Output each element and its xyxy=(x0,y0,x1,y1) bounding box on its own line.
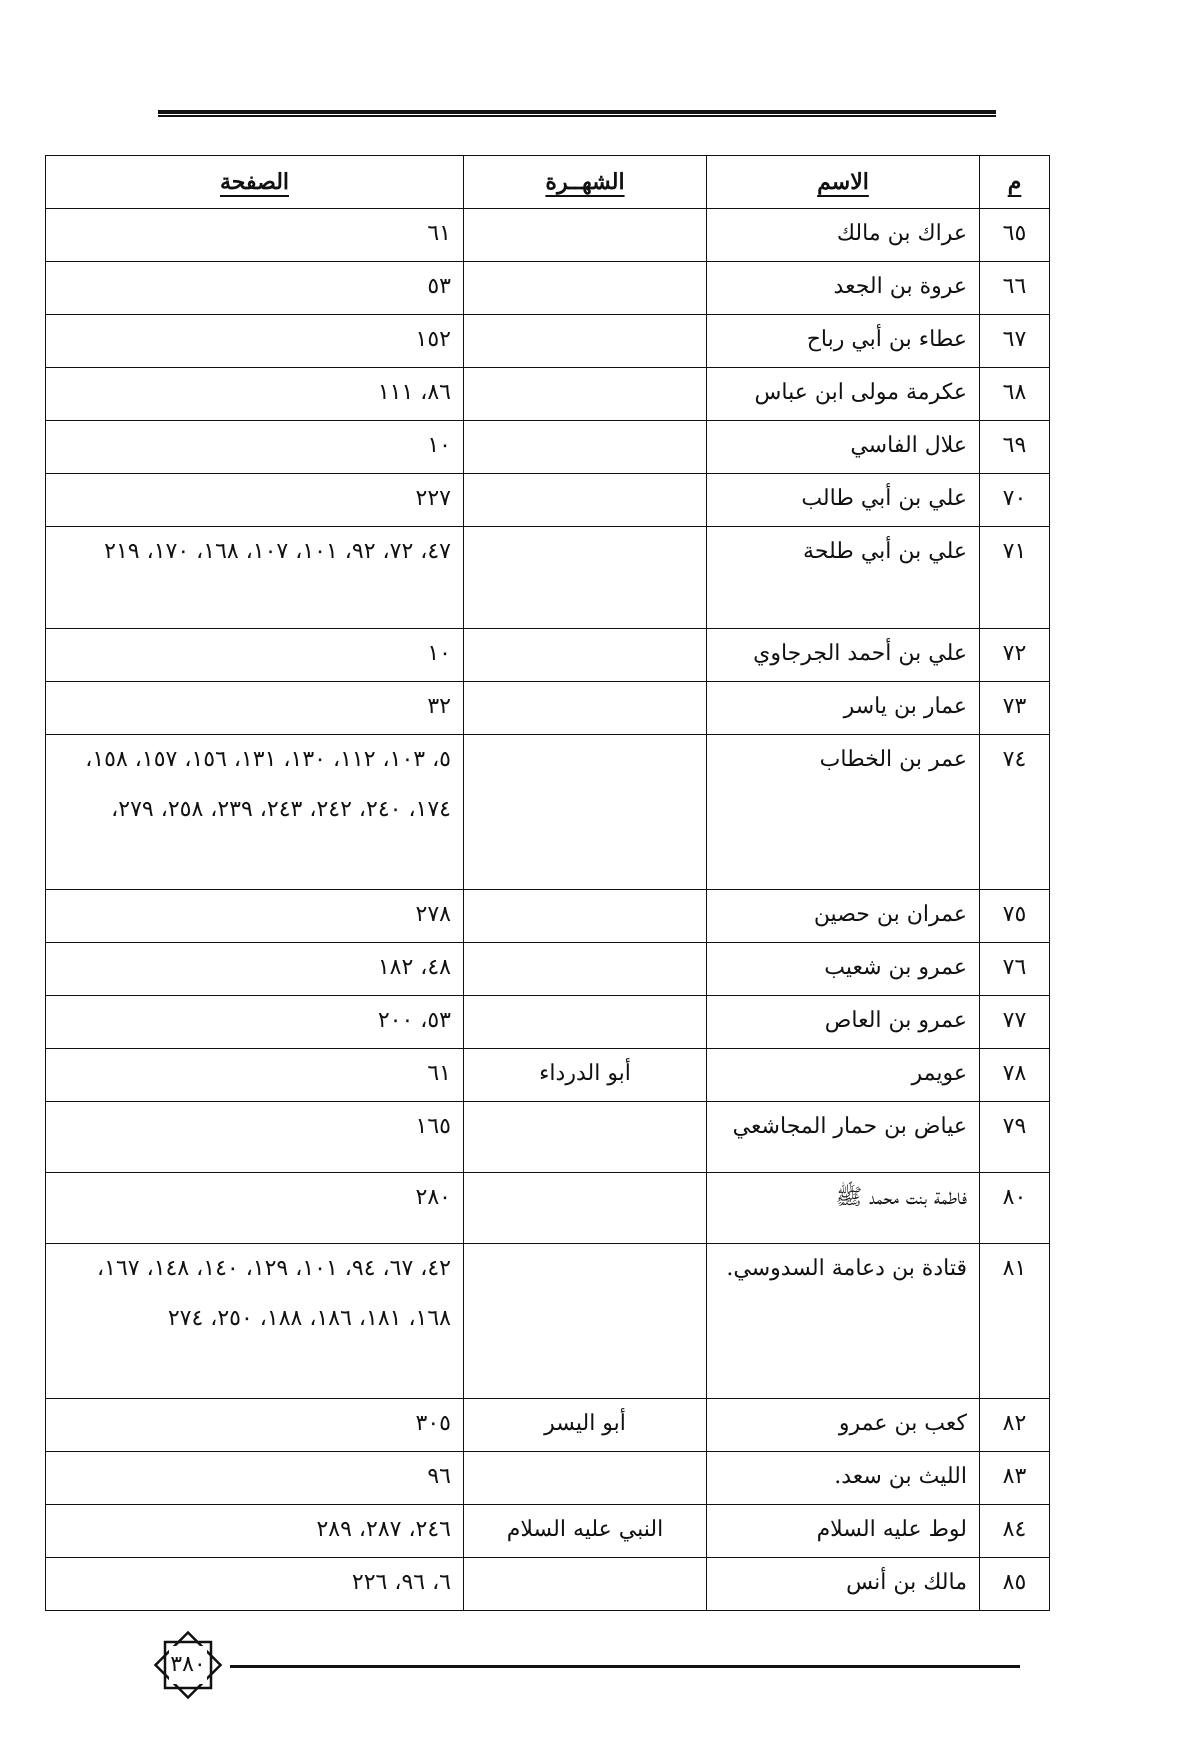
header-num: م xyxy=(980,156,1050,209)
table-body xyxy=(46,209,1050,1611)
cell-fame xyxy=(464,368,707,421)
cell-fame xyxy=(464,1244,707,1399)
cell-fame xyxy=(464,629,707,682)
cell-fame xyxy=(464,315,707,368)
cell-page: ٤٢، ٦٧، ٩٤، ١٠١، ١٢٩، ١٤٠، ١٤٨، ١٦٧، ١٦٨، ١٨١، ١٨٦، ١٨٨، ٢٥٠، ٢٧٤ xyxy=(46,1244,464,1399)
cell-name: عمر بن الخطاب xyxy=(707,735,980,890)
cell-page: ٤٨، ١٨٢ xyxy=(46,943,464,996)
cell-name: عراك بن مالك xyxy=(707,209,980,262)
table-row xyxy=(46,368,1050,421)
cell-name: عمرو بن شعيب xyxy=(707,943,980,996)
cell-name: عطاء بن أبي رباح xyxy=(707,315,980,368)
cell-num: ٧٧ xyxy=(980,996,1050,1049)
table-row xyxy=(46,1452,1050,1505)
cell-page: ٤٧، ٧٢، ٩٢، ١٠١، ١٠٧، ١٦٨، ١٧٠، ٢١٩ xyxy=(46,527,464,629)
cell-fame xyxy=(464,1558,707,1611)
table-row xyxy=(46,1558,1050,1611)
cell-fame: أبو اليسر xyxy=(464,1399,707,1452)
cell-fame xyxy=(464,527,707,629)
table-row xyxy=(46,262,1050,315)
cell-fame xyxy=(464,209,707,262)
cell-num: ٧٨ xyxy=(980,1049,1050,1102)
footer-rule xyxy=(230,1665,1020,1668)
cell-page: ١٠ xyxy=(46,629,464,682)
cell-page: ٦١ xyxy=(46,209,464,262)
table-row xyxy=(46,682,1050,735)
table-row xyxy=(46,1505,1050,1558)
page-number-badge xyxy=(148,1625,228,1705)
cell-num: ٦٥ xyxy=(980,209,1050,262)
table-row xyxy=(46,943,1050,996)
cell-page: ٥، ١٠٣، ١١٢، ١٣٠، ١٣١، ١٥٦، ١٥٧، ١٥٨، ١٧٤، ٢٤٠، ٢٤٢، ٢٤٣، ٢٣٩، ٢٥٨، ٢٧٩، xyxy=(46,735,464,890)
cell-num: ٧١ xyxy=(980,527,1050,629)
cell-page: ٨٦، ١١١ xyxy=(46,368,464,421)
cell-name: لوط عليه السلام xyxy=(707,1505,980,1558)
table-row xyxy=(46,890,1050,943)
cell-name: عياض بن حمار المجاشعي xyxy=(707,1102,980,1173)
table-row xyxy=(46,735,1050,890)
cell-name: علي بن أحمد الجرجاوي xyxy=(707,629,980,682)
table-row xyxy=(46,421,1050,474)
cell-num: ٨٠ xyxy=(980,1173,1050,1244)
cell-name: علي بن أبي طلحة xyxy=(707,527,980,629)
cell-name: مالك بن أنس xyxy=(707,1558,980,1611)
cell-name: عمران بن حصين xyxy=(707,890,980,943)
cell-num: ٦٩ xyxy=(980,421,1050,474)
top-rule xyxy=(158,110,996,117)
table-header-row xyxy=(46,156,1050,209)
cell-fame: النبي عليه السلام xyxy=(464,1505,707,1558)
cell-page: ٢٤٦، ٢٨٧، ٢٨٩ xyxy=(46,1505,464,1558)
cell-name: عويمر xyxy=(707,1049,980,1102)
cell-name: عكرمة مولى ابن عباس xyxy=(707,368,980,421)
header-fame: الشهــرة xyxy=(464,156,707,209)
cell-name: الليث بن سعد. xyxy=(707,1452,980,1505)
cell-fame xyxy=(464,943,707,996)
cell-fame xyxy=(464,1452,707,1505)
cell-page: ١٥٢ xyxy=(46,315,464,368)
cell-page: ١٦٥ xyxy=(46,1102,464,1173)
cell-page: ٥٣، ٢٠٠ xyxy=(46,996,464,1049)
table-row xyxy=(46,209,1050,262)
cell-fame xyxy=(464,735,707,890)
cell-num: ٨٥ xyxy=(980,1558,1050,1611)
cell-num: ٧٥ xyxy=(980,890,1050,943)
cell-name: فاطمة بنت محمد ﷺ xyxy=(707,1173,980,1244)
cell-fame xyxy=(464,1173,707,1244)
cell-page: ٣٢ xyxy=(46,682,464,735)
cell-page: ٩٦ xyxy=(46,1452,464,1505)
cell-num: ٦٧ xyxy=(980,315,1050,368)
cell-num: ٧٣ xyxy=(980,682,1050,735)
cell-num: ٨٢ xyxy=(980,1399,1050,1452)
cell-name: عروة بن الجعد xyxy=(707,262,980,315)
cell-num: ٧٦ xyxy=(980,943,1050,996)
cell-num: ٧٩ xyxy=(980,1102,1050,1173)
cell-name: عمرو بن العاص xyxy=(707,996,980,1049)
table-row xyxy=(46,1102,1050,1173)
cell-name: علي بن أبي طالب xyxy=(707,474,980,527)
cell-num: ٨١ xyxy=(980,1244,1050,1399)
table-row xyxy=(46,1244,1050,1399)
cell-fame xyxy=(464,262,707,315)
cell-num: ٨٣ xyxy=(980,1452,1050,1505)
cell-page: ٢٧٨ xyxy=(46,890,464,943)
cell-name: عمار بن ياسر xyxy=(707,682,980,735)
table-row xyxy=(46,527,1050,629)
cell-num: ٦٦ xyxy=(980,262,1050,315)
cell-page: ١٠ xyxy=(46,421,464,474)
cell-name: كعب بن عمرو xyxy=(707,1399,980,1452)
cell-page: ٢٢٧ xyxy=(46,474,464,527)
cell-fame: أبو الدرداء xyxy=(464,1049,707,1102)
cell-name: علال الفاسي xyxy=(707,421,980,474)
cell-fame xyxy=(464,421,707,474)
cell-fame xyxy=(464,474,707,527)
cell-fame xyxy=(464,682,707,735)
index-table xyxy=(45,155,1050,1611)
cell-fame xyxy=(464,996,707,1049)
cell-num: ٧٢ xyxy=(980,629,1050,682)
cell-page: ٦، ٩٦، ٢٢٦ xyxy=(46,1558,464,1611)
cell-num: ٧٠ xyxy=(980,474,1050,527)
cell-page: ٥٣ xyxy=(46,262,464,315)
table-row xyxy=(46,1049,1050,1102)
table-row xyxy=(46,1173,1050,1244)
cell-fame xyxy=(464,1102,707,1173)
cell-name: قتادة بن دعامة السدوسي. xyxy=(707,1244,980,1399)
cell-page: ٦١ xyxy=(46,1049,464,1102)
page-number: ٣٨٠ xyxy=(170,1652,206,1677)
cell-num: ٧٤ xyxy=(980,735,1050,890)
table-row xyxy=(46,1399,1050,1452)
cell-page: ٢٨٠ xyxy=(46,1173,464,1244)
cell-num: ٦٨ xyxy=(980,368,1050,421)
header-name: الاسم xyxy=(707,156,980,209)
header-page: الصفحة xyxy=(46,156,464,209)
table-row xyxy=(46,474,1050,527)
cell-num: ٨٤ xyxy=(980,1505,1050,1558)
table-row xyxy=(46,315,1050,368)
cell-page: ٣٠٥ xyxy=(46,1399,464,1452)
cell-fame xyxy=(464,890,707,943)
table-row xyxy=(46,996,1050,1049)
table-row xyxy=(46,629,1050,682)
